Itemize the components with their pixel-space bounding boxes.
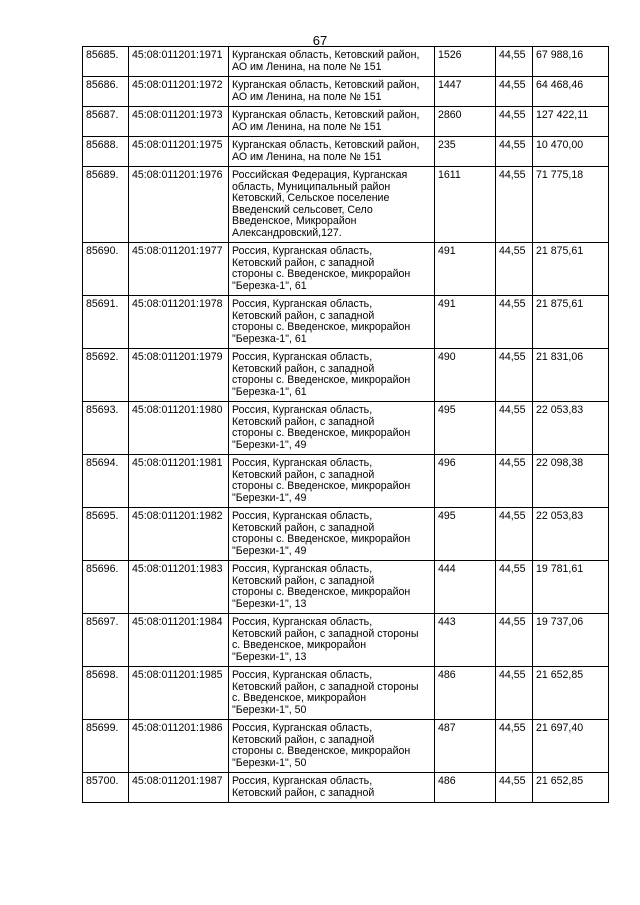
row-number-cell: 85690. (83, 243, 129, 296)
table-row (83, 107, 609, 137)
cadastral-value-cell: 21 875,61 (533, 243, 609, 296)
address-line: Введенский сельсовет, Село (232, 203, 373, 216)
address-line: стороны с. Введенское, микрорайон (232, 427, 411, 440)
rate-cell: 44,55 (496, 47, 533, 77)
address-line: Александровский,127. (232, 226, 342, 239)
row-number-cell: 85693. (83, 402, 129, 455)
address-line: Кетовский район, с западной (232, 256, 375, 269)
cadastral-number-cell: 45:08:011201:1985 (129, 667, 229, 720)
table-row (83, 137, 609, 167)
address-cell (229, 773, 435, 803)
row-number-cell: 85687. (83, 107, 129, 137)
row-number-cell: 85692. (83, 349, 129, 402)
address-line: Курганская область, Кетовский район, (232, 79, 420, 91)
area-cell: 487 (435, 720, 496, 773)
row-number-cell: 85696. (83, 561, 129, 614)
rate-cell: 44,55 (496, 455, 533, 508)
area-cell: 491 (435, 296, 496, 349)
page-number: 67 (312, 33, 328, 48)
address-line: Россия, Курганская область, (232, 669, 373, 681)
address-line: Кетовский район, с западной (232, 362, 375, 375)
area-cell: 495 (435, 402, 496, 455)
address-cell (229, 167, 435, 243)
address-line: Кетовский район, с западной (232, 733, 375, 746)
address-cell (229, 508, 435, 561)
cadastral-number-cell: 45:08:011201:1980 (129, 402, 229, 455)
address-line: "Березки-1", 49 (232, 544, 307, 557)
row-number-cell: 85685. (83, 47, 129, 77)
rate-cell: 44,55 (496, 349, 533, 402)
address-line: Курганская область, Кетовский район, (232, 109, 420, 121)
address-cell (229, 296, 435, 349)
row-number-cell: 85699. (83, 720, 129, 773)
rate-cell: 44,55 (496, 296, 533, 349)
cadastral-number-cell: 45:08:011201:1972 (129, 77, 229, 107)
address-line: стороны с. Введенское, микрорайон (232, 745, 411, 758)
row-number-cell: 85688. (83, 137, 129, 167)
cadastral-value-cell: 21 652,85 (533, 667, 609, 720)
address-cell (229, 349, 435, 402)
area-cell: 444 (435, 561, 496, 614)
cadastral-value-cell: 127 422,11 (533, 107, 609, 137)
table-body (83, 47, 609, 803)
cadastral-value-cell: 67 988,16 (533, 47, 609, 77)
table-row (83, 77, 609, 107)
table-row (83, 667, 609, 720)
address-cell (229, 561, 435, 614)
address-line: Введенское, Микрорайон (232, 215, 357, 228)
table-row (83, 720, 609, 773)
address-line: Кетовский район, с западной (232, 309, 375, 322)
table-row (83, 561, 609, 614)
address-cell (229, 47, 435, 77)
row-number-cell: 85689. (83, 167, 129, 243)
area-cell: 486 (435, 773, 496, 803)
rate-cell: 44,55 (496, 773, 533, 803)
rate-cell: 44,55 (496, 137, 533, 167)
rate-cell: 44,55 (496, 107, 533, 137)
row-number-cell: 85697. (83, 614, 129, 667)
cadastral-number-cell: 45:08:011201:1982 (129, 508, 229, 561)
address-line: с. Введенское, микрорайон (232, 639, 367, 652)
cadastral-value-cell: 19 781,61 (533, 561, 609, 614)
area-cell: 496 (435, 455, 496, 508)
cadastral-value-cell: 21 875,61 (533, 296, 609, 349)
cadastral-number-cell: 45:08:011201:1971 (129, 47, 229, 77)
address-line: Курганская область, Кетовский район, (232, 49, 420, 61)
area-cell: 491 (435, 243, 496, 296)
address-cell (229, 243, 435, 296)
address-line: Россия, Курганская область, (232, 722, 373, 734)
address-line: стороны с. Введенское, микрорайон (232, 321, 411, 334)
address-line: АО им Ленина, на поле № 151 (232, 150, 382, 163)
rate-cell: 44,55 (496, 720, 533, 773)
address-line: Курганская область, Кетовский район, (232, 139, 420, 151)
table-row (83, 167, 609, 243)
address-line: Кетовский район, с западной стороны (232, 680, 419, 693)
address-line: Россия, Курганская область, (232, 510, 373, 522)
address-line: "Березка-1", 61 (232, 332, 307, 345)
address-line: Россия, Курганская область, (232, 457, 373, 469)
area-cell: 235 (435, 137, 496, 167)
address-cell (229, 455, 435, 508)
address-line: стороны с. Введенское, микрорайон (232, 480, 411, 493)
address-line: "Березки-1", 49 (232, 491, 307, 504)
address-line: "Березки-1", 49 (232, 438, 307, 451)
cadastral-number-cell: 45:08:011201:1977 (129, 243, 229, 296)
address-line: Россия, Курганская область, (232, 563, 373, 575)
cadastral-value-cell: 71 775,18 (533, 167, 609, 243)
address-line: Российская Федерация, Курганская (232, 169, 408, 181)
cadastral-value-cell: 21 652,85 (533, 773, 609, 803)
rate-cell: 44,55 (496, 614, 533, 667)
address-line: Россия, Курганская область, (232, 298, 373, 310)
area-cell: 443 (435, 614, 496, 667)
address-line: Кетовский район, с западной стороны (232, 627, 419, 640)
row-number-cell: 85695. (83, 508, 129, 561)
address-line: АО им Ленина, на поле № 151 (232, 120, 382, 133)
address-line: Кетовский, Сельское поселение (232, 192, 390, 205)
address-line: стороны с. Введенское, микрорайон (232, 268, 411, 281)
address-cell (229, 137, 435, 167)
area-cell: 490 (435, 349, 496, 402)
area-cell: 1526 (435, 47, 496, 77)
address-cell (229, 402, 435, 455)
address-line: Россия, Курганская область, (232, 245, 373, 257)
cadastral-number-cell: 45:08:011201:1983 (129, 561, 229, 614)
cadastral-value-cell: 19 737,06 (533, 614, 609, 667)
table-row (83, 773, 609, 803)
rate-cell: 44,55 (496, 402, 533, 455)
rate-cell: 44,55 (496, 667, 533, 720)
address-line: Россия, Курганская область, (232, 351, 373, 363)
cadastral-value-cell: 22 098,38 (533, 455, 609, 508)
rate-cell: 44,55 (496, 77, 533, 107)
land-register-table (82, 46, 609, 803)
address-cell (229, 667, 435, 720)
address-line: "Березки-1", 13 (232, 597, 307, 610)
address-line: Кетовский район, с западной (232, 574, 375, 587)
area-cell: 486 (435, 667, 496, 720)
table-row (83, 349, 609, 402)
row-number-cell: 85691. (83, 296, 129, 349)
cadastral-value-cell: 22 053,83 (533, 402, 609, 455)
address-line: область, Муниципальный район (232, 180, 391, 193)
address-line: "Березка-1", 61 (232, 279, 307, 292)
row-number-cell: 85686. (83, 77, 129, 107)
cadastral-number-cell: 45:08:011201:1984 (129, 614, 229, 667)
address-line: "Березки-1", 50 (232, 756, 307, 769)
cadastral-number-cell: 45:08:011201:1986 (129, 720, 229, 773)
rate-cell: 44,55 (496, 508, 533, 561)
row-number-cell: 85698. (83, 667, 129, 720)
cadastral-number-cell: 45:08:011201:1979 (129, 349, 229, 402)
address-line: "Березки-1", 13 (232, 650, 307, 663)
address-line: "Березки-1", 50 (232, 703, 307, 716)
table-row (83, 296, 609, 349)
area-cell: 2860 (435, 107, 496, 137)
table-row (83, 455, 609, 508)
area-cell: 1447 (435, 77, 496, 107)
cadastral-number-cell: 45:08:011201:1981 (129, 455, 229, 508)
address-line: стороны с. Введенское, микрорайон (232, 533, 411, 546)
address-cell (229, 77, 435, 107)
address-line: АО им Ленина, на поле № 151 (232, 60, 382, 73)
address-line: "Березка-1", 61 (232, 385, 307, 398)
row-number-cell: 85694. (83, 455, 129, 508)
table-row (83, 47, 609, 77)
cadastral-value-cell: 10 470,00 (533, 137, 609, 167)
cadastral-number-cell: 45:08:011201:1978 (129, 296, 229, 349)
address-cell (229, 107, 435, 137)
address-line: Кетовский район, с западной (232, 786, 375, 799)
cadastral-number-cell: 45:08:011201:1973 (129, 107, 229, 137)
address-line: Кетовский район, с западной (232, 468, 375, 481)
rate-cell: 44,55 (496, 243, 533, 296)
cadastral-value-cell: 22 053,83 (533, 508, 609, 561)
address-line: стороны с. Введенское, микрорайон (232, 374, 411, 387)
address-line: стороны с. Введенское, микрорайон (232, 586, 411, 599)
address-line: Россия, Курганская область, (232, 616, 373, 628)
table-row (83, 614, 609, 667)
cadastral-number-cell: 45:08:011201:1976 (129, 167, 229, 243)
address-line: Россия, Курганская область, (232, 404, 373, 416)
table-row (83, 402, 609, 455)
address-cell (229, 614, 435, 667)
address-line: Россия, Курганская область, (232, 775, 373, 787)
address-line: Кетовский район, с западной (232, 415, 375, 428)
row-number-cell: 85700. (83, 773, 129, 803)
cadastral-number-cell: 45:08:011201:1987 (129, 773, 229, 803)
table-row (83, 243, 609, 296)
area-cell: 495 (435, 508, 496, 561)
address-line: Кетовский район, с западной (232, 521, 375, 534)
address-line: АО им Ленина, на поле № 151 (232, 90, 382, 103)
table-row (83, 508, 609, 561)
area-cell: 1611 (435, 167, 496, 243)
cadastral-value-cell: 21 697,40 (533, 720, 609, 773)
cadastral-value-cell: 64 468,46 (533, 77, 609, 107)
address-cell (229, 720, 435, 773)
cadastral-number-cell: 45:08:011201:1975 (129, 137, 229, 167)
rate-cell: 44,55 (496, 561, 533, 614)
cadastral-value-cell: 21 831,06 (533, 349, 609, 402)
address-line: с. Введенское, микрорайон (232, 692, 367, 705)
rate-cell: 44,55 (496, 167, 533, 243)
